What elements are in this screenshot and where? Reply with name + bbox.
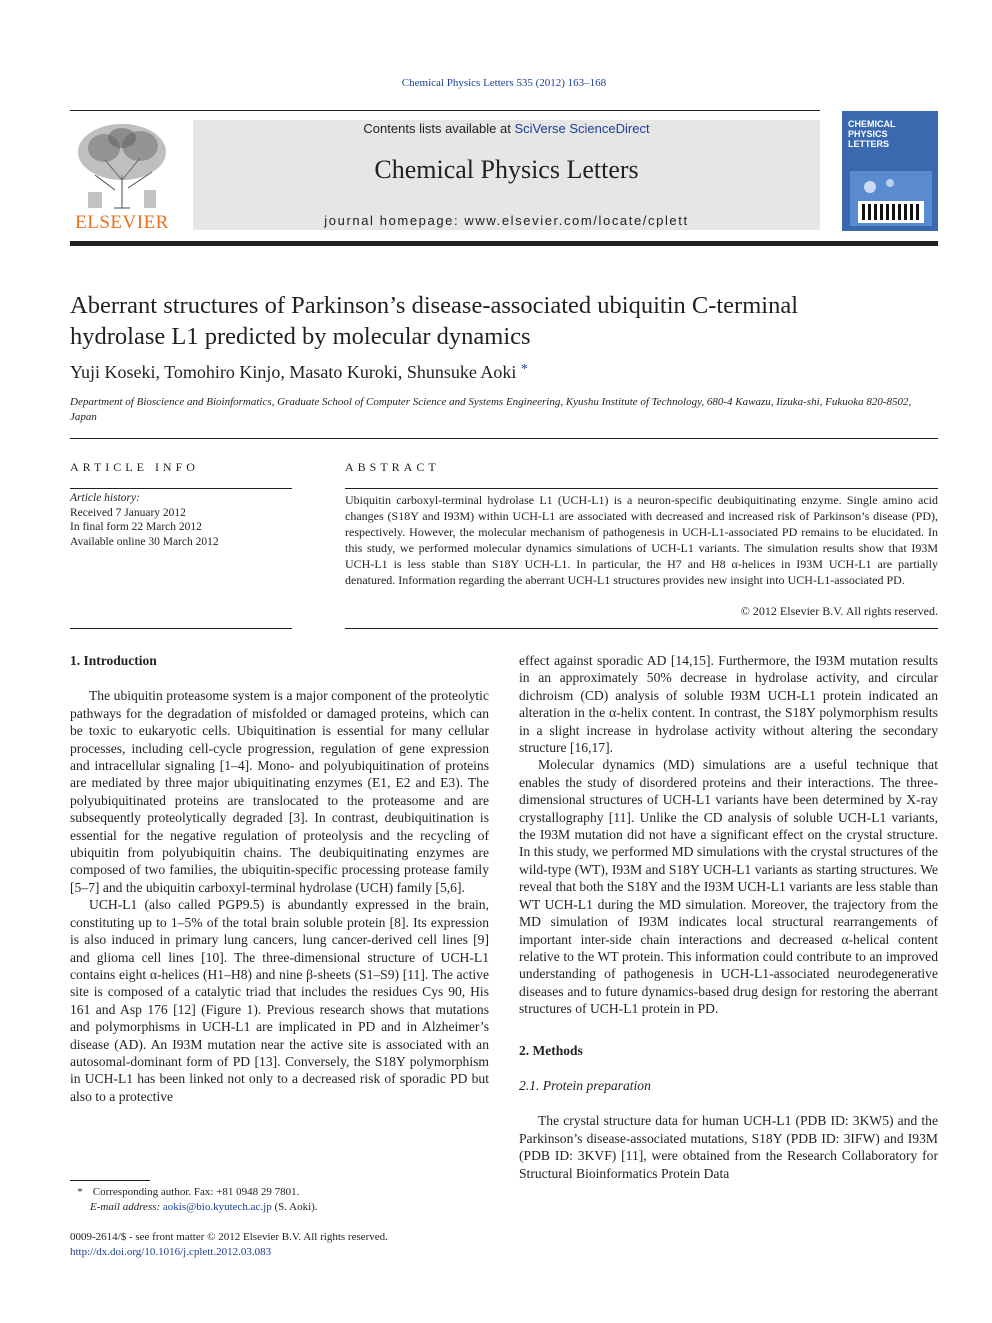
article-info-heading: ARTICLE INFO: [70, 460, 199, 474]
paragraph: The crystal structure data for human UCH-L1 (PDB ID: 3KW5) and the Parkinson’s disease-associated mutations, S18Y (PDB ID: 3IFW) and I93M (PDB ID: 3KVF) [11], were obtained from the Research Collaboratory for Structural Bioinformatics Protein Data: [519, 1113, 938, 1181]
cover-graphic: [850, 171, 932, 226]
header-thick-rule: [70, 241, 938, 246]
email-label: E-mail address:: [90, 1201, 161, 1213]
article-title: [70, 290, 950, 352]
abstract-heading: ABSTRACT: [345, 460, 440, 474]
article-history: [70, 491, 219, 549]
cover-title-line: PHYSICS: [848, 129, 888, 139]
elsevier-wordmark: ELSEVIER: [75, 212, 169, 233]
paragraph: Molecular dynamics (MD) simulations are a useful technique that enables the study of disordered proteins and their interactions. The three-dimensional structures of UCH-L1 variants have been determined by X-ray crystallography [11]. Unlike the CD analysis of soluble UCH-L1 variants, the I93M mutation did not have a significant effect on the crystal structure. In this study, we performed MD simulations with the crystal structures of the wild-type (WT), I93M and S18Y UCH-L1 variants as starting structures. We reveal that both the S18Y and the I93M UCH-L1 variants are less stable than WT UCH-L1 during the MD simulation. Moreover, the trajectory from the MD simulation of I93M indicates local structural rearrangements of important inter-side chain interactions and decreased α-helical content relative to the WT protein. This information could contribute to an improved understanding of pathogenesis in UCH-L1-associated neurodegenerative diseases and to future dynamics-based drug design for restoring the aberrant structures of UCH-L1 protein in PD.: [519, 757, 938, 1017]
article-info-bottom-rule: [70, 628, 292, 629]
body-left-column: [70, 652, 489, 1105]
cover-title: [848, 119, 896, 149]
contents-line: [193, 121, 820, 136]
article-title-line: hydrolase L1 predicted by molecular dynamics: [70, 323, 531, 350]
paragraph: UCH-L1 (also called PGP9.5) is abundantly expressed in the brain, constituting up to 1–5% of the total brain soluble protein [8]. Its expression is also induced in primary lung cancers, lung cancer-derived cell lines [9] and glioma cell lines [10]. The three-dimensional structure of UCH-L1 contains eight α-helices (H1–H8) and nine β-sheets (S1–S9) [11]. The active site is composed of a catalytic triad that includes the residues Cys 90, His 161 and Asp 176 [12] (Figure 1). Previous research shows that mutations and polymorphisms in UCH-L1 are implicated in PD and in Alzheimer’s disease (AD). An I93M mutation near the active site is associated with an autosomal-dominant form of PD [13]. Conversely, the S18Y polymorphism in UCH-L1 has been linked not only to a decreased risk of sporadic PD but also to a protective: [70, 897, 489, 1104]
body-right-column: [519, 652, 938, 1182]
abstract-rule: [345, 488, 938, 489]
paragraph: effect against sporadic AD [14,15]. Furthermore, the I93M mutation results in an approximately 50% decrease in hydrolase activity, and circular dichroism (CD) analysis of soluble I93M UCH-L1 protein indicated an alteration in the α-helix content. In contrast, the S18Y polymorphism results in a slight increase in hydrolase activity without altering the secondary structure [16,17].: [519, 653, 938, 756]
header-rule: [70, 110, 820, 111]
title-divider: [70, 438, 938, 439]
contents-prefix: Contents lists available at: [363, 121, 515, 136]
journal-citation[interactable]: Chemical Physics Letters 535 (2012) 163–168: [401, 77, 607, 89]
corresponding-author-mark[interactable]: *: [520, 362, 528, 377]
corresponding-text: Corresponding author. Fax: +81 0948 29 7801.: [92, 1186, 300, 1198]
history-label: Article history:: [70, 492, 140, 504]
article-title-line: Aberrant structures of Parkinson’s disease-associated ubiquitin C-terminal: [70, 292, 799, 319]
authors-text: Yuji Koseki, Tomohiro Kinjo, Masato Kuroki, Shunsuke Aoki: [70, 362, 517, 382]
history-final-form: In final form 22 March 2012: [70, 521, 202, 533]
email-link[interactable]: aokis@bio.kyutech.ac.jp: [162, 1201, 272, 1213]
issn-line: 0009-2614/$ - see front matter © 2012 Elsevier B.V. All rights reserved.: [70, 1231, 388, 1243]
journal-homepage[interactable]: journal homepage: www.elsevier.com/locate/cplett: [324, 213, 689, 228]
section-heading: 1. Introduction: [70, 653, 157, 668]
abstract-text: Ubiquitin carboxyl-terminal hydrolase L1 (UCH-L1) is a neuron-specific deubiquitinating enzyme. Single amino acid changes (S18Y and I93M) within UCH-L1 are associated with decreased and increased risk of Parkinson’s disease (PD), respectively. However, the molecular mechanism of pathogenesis in UCH-L1-associated PD remains to be elucidated. In this study, we performed molecular dynamics simulations of UCH-L1 variants. The simulation results show that I93M UCH-L1 is less stable than S18Y UCH-L1. In particular, the H7 and H8 α-helices in I93M UCH-L1 are partially denatured. Information regarding the aberrant UCH-L1 structures provides new insight into UCH-L1-associated PD.: [345, 493, 938, 587]
doi-link[interactable]: http://dx.doi.org/10.1016/j.cplett.2012.03.083: [70, 1246, 272, 1258]
email-suffix: (S. Aoki).: [274, 1201, 318, 1213]
history-received: Received 7 January 2012: [70, 506, 186, 519]
history-online: Available online 30 March 2012: [70, 535, 219, 548]
footnote-line: [70, 1185, 318, 1200]
affiliation: Department of Bioscience and Bioinformatics, Graduate School of Computer Science and Systems Engineering, Kyushu Institute of Technology, 680-4 Kawazu, Iizuka-shi, Fukuoka 820-8502, Japan: [70, 396, 912, 423]
sciencedirect-link[interactable]: SciVerse ScienceDirect: [514, 121, 650, 136]
footnote-rule: [70, 1180, 150, 1181]
cover-title-line: CHEMICAL: [848, 119, 896, 129]
article-info-rule: [70, 488, 292, 489]
issn-block: [70, 1230, 388, 1260]
author-list: [70, 362, 528, 383]
footnote-mark: *: [77, 1186, 83, 1198]
abstract-copyright: © 2012 Elsevier B.V. All rights reserved.: [740, 604, 938, 618]
journal-cover-thumbnail: [842, 111, 938, 231]
corresponding-footnote: [70, 1185, 318, 1215]
journal-title: Chemical Physics Letters: [374, 155, 639, 184]
paragraph: The ubiquitin proteasome system is a major component of the proteolytic pathways for the degradation of misfolded or damaged proteins, which can be toxic to eukaryotic cells. Ubiquitination is essential for many cellular processes, including cell-cycle progression, regulation of gene expression and intracellular signaling [1–4]. Mono- and polyubiquitination of proteins are mediated by three major ubiquitinating enzymes (E1, E2 and E3). The polyubiquitinated proteins are translocated to the proteasome and are subsequently proteolytically degraded [3]. In contrast, deubiquitination is essential for the negative regulation of proteolysis and the recycling of ubiquitin from polyubiquitin chains. The deubiquitinating enzymes are composed of two families, the ubiquitin-specific processing protease family [5–7] and the ubiquitin carboxyl-terminal hydrolase (UCH) family [5,6].: [70, 688, 489, 895]
subsection-heading: 2.1. Protein preparation: [519, 1077, 651, 1093]
email-line: [70, 1200, 318, 1215]
section-heading: 2. Methods: [519, 1042, 583, 1058]
cover-title-line: LETTERS: [848, 139, 890, 149]
abstract-bottom-rule: [345, 628, 938, 629]
